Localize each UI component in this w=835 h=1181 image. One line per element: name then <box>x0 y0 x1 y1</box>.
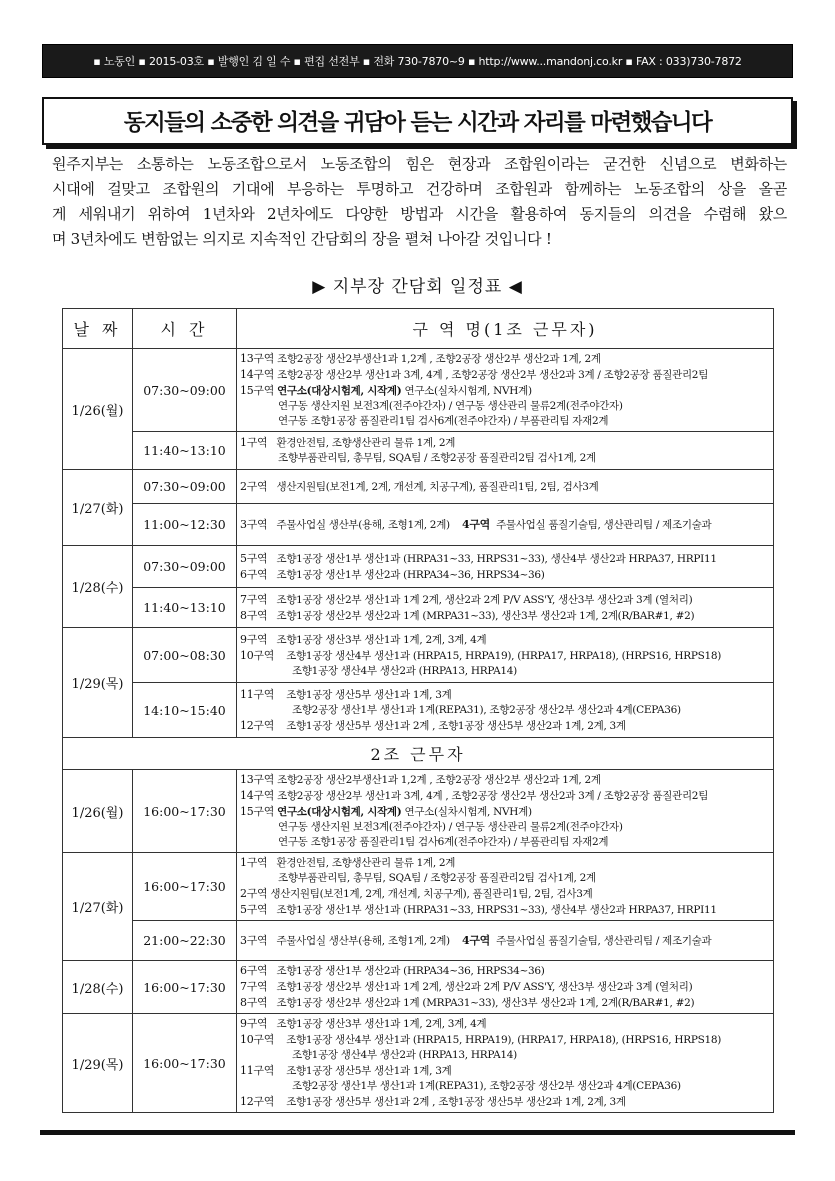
table-row <box>63 961 774 1014</box>
zone-cell <box>237 770 774 853</box>
footer-rule <box>40 1130 795 1135</box>
zone-desc: 조향1공장 생산5부 생산1과 1계, 3계 <box>286 688 452 701</box>
zone-desc: 조향1공장 생산4부 생산2과 (HRPA13, HRPA14) <box>292 664 517 677</box>
zone-number: 10구역 <box>240 1033 275 1046</box>
zone-cell <box>237 432 774 470</box>
zone-cell <box>237 504 774 546</box>
time-cell: 21:00~22:30 <box>133 921 237 961</box>
date-header: 날 짜 <box>63 309 133 349</box>
time-cell: 07:00~08:30 <box>133 628 237 683</box>
zone-desc: 조향1공장 생산5부 생산1과 2계 , 조향1공장 생산5부 생산2과 1계, 2계, 3계 <box>286 1096 626 1108</box>
time-cell: 16:00~17:30 <box>133 961 237 1014</box>
zone-number: 13구역 <box>240 773 275 786</box>
zone-desc: 조향1공장 생산4부 생산1과 (HRPA15, HRPA19), (HRPA17, HRPA18), (HRPS16, HRPS18) <box>286 649 722 662</box>
zone-desc: 조향1공장 생산1부 생산1과 (HRPA31~33, HRPS31~33), 생산4부 생산2과 HRPA37, HRPI11 <box>276 552 717 565</box>
table-row <box>63 504 774 546</box>
zone-desc: 조향2공장 생산1부 생산1과 1계(REPA31), 조향2공장 생산2부 생산2과 4계(CEPA36) <box>292 1080 681 1092</box>
zone-desc: 조향1공장 생산4부 생산2과 (HRPA13, HRPA14) <box>292 1049 517 1061</box>
zone-desc: 조향1공장 생산3부 생산1과 1계, 2계, 3계, 4계 <box>276 1018 487 1030</box>
zone-number: 3구역 <box>240 933 268 947</box>
table-row <box>63 683 774 738</box>
shift2-title: 2조 근무자 <box>63 738 774 770</box>
zone-number: 14구역 <box>240 789 275 802</box>
table-row <box>63 546 774 588</box>
zone-desc: 조향1공장 생산2부 생산1과 1계 2계, 생산2과 2계 P/V ASS'Y, 생산3부 생산2과 3계 (열처리) <box>276 593 693 606</box>
zone-number: 9구역 <box>240 632 268 646</box>
zone-number: 13구역 <box>240 352 275 365</box>
table-row <box>63 770 774 853</box>
zone-cell <box>237 921 774 961</box>
zone-desc: 조향2공장 생산2부 생산1과 3계, 4계 , 조향2공장 생산2부 생산2과 3계 / 조향2공장 품질관리2팀 <box>277 790 709 802</box>
zone-number: 15구역 <box>240 384 275 397</box>
table-row <box>63 470 774 504</box>
zone-number: 7구역 <box>240 592 268 606</box>
zone-desc-bold: 연구소(대상시험계, 시작계) <box>277 385 402 397</box>
zone-cell <box>237 470 774 504</box>
zone-header: 구 역 명(1조 근무자) <box>237 309 774 349</box>
intro-line: 게 세워내기 위하여 1년차와 2년차에도 다양한 방법과 시간을 활용하여 동지들의 의견을 수렴해 왔으 <box>52 205 787 223</box>
date-cell: 1/26(월) <box>63 349 133 470</box>
zone-number: 4구역 <box>461 933 490 947</box>
zone-number: 1구역 <box>240 856 268 869</box>
zone-desc: 환경안전팀, 조향생산관리 물류 1계, 2계 <box>276 437 456 449</box>
time-cell: 07:30~09:00 <box>133 470 237 504</box>
date-cell: 1/27(화) <box>63 853 133 961</box>
zone-number: 11구역 <box>240 1064 275 1077</box>
table-header-row <box>63 309 774 349</box>
zone-number: 14구역 <box>240 368 275 381</box>
zone-desc: 주물사업실 품질기술팀, 생산관리팀 / 제조기술과 <box>496 934 712 947</box>
zone-desc: 주물사업실 품질기술팀, 생산관리팀 / 제조기술과 <box>496 518 712 531</box>
zone-desc: 조향1공장 생산5부 생산1과 2계 , 조향1공장 생산5부 생산2과 1계, 2계, 3계 <box>286 719 626 732</box>
zone-desc: 조향1공장 생산5부 생산1과 1계, 3계 <box>286 1065 452 1077</box>
schedule-table <box>62 308 774 1113</box>
intro-line: 원주지부는 소통하는 노동조합으로서 노동조합의 힘은 현장과 조합원이라는 굳건한 신념으로 변화하는 <box>52 155 787 173</box>
zone-number: 6구역 <box>240 567 268 581</box>
zone-number: 8구역 <box>240 608 268 622</box>
table-row <box>63 853 774 921</box>
time-cell: 16:00~17:30 <box>133 853 237 921</box>
zone-desc: 조향2공장 생산2부 생산1과 3계, 4계 , 조향2공장 생산2부 생산2과 3계 / 조향2공장 품질관리2팀 <box>277 369 709 381</box>
zone-desc: 연구동 생산지원 보전3계(전주야간자) / 연구동 생산관리 물류2계(전주야간자) <box>278 400 623 412</box>
zone-number: 1구역 <box>240 436 268 449</box>
zone-number: 4구역 <box>461 517 490 531</box>
time-header: 시 간 <box>133 309 237 349</box>
table-row <box>63 628 774 683</box>
table-row <box>63 1014 774 1113</box>
date-cell: 1/29(목) <box>63 628 133 738</box>
zone-desc: 조향1공장 생산4부 생산1과 (HRPA15, HRPA19), (HRPA17, HRPA18), (HRPS16, HRPS18) <box>286 1034 722 1046</box>
zone-desc: 조향2공장 생산1부 생산1과 1계(REPA31), 조향2공장 생산2부 생산2과 4계(CEPA36) <box>292 703 681 716</box>
zone-number: 3구역 <box>240 517 268 531</box>
zone-desc: 조향1공장 생산2부 생산2과 1계 (MRPA31~33), 생산3부 생산2과 1계, 2계(R/BAR#1, #2) <box>276 997 695 1009</box>
time-cell: 07:30~09:00 <box>133 349 237 432</box>
time-cell: 16:00~17:30 <box>133 1014 237 1113</box>
zone-desc: 조향1공장 생산1부 생산2과 (HRPA34~36, HRPS34~36) <box>276 568 545 581</box>
zone-cell <box>237 1014 774 1113</box>
intro-line: 시대에 걸맞고 조합원의 기대에 부응하는 투명하고 건강하며 조합원과 함께하는 노동조합의 상을 올곧 <box>52 180 787 198</box>
zone-cell <box>237 349 774 432</box>
zone-desc: 조향1공장 생산3부 생산1과 1계, 2계, 3계, 4계 <box>276 633 487 646</box>
zone-cell <box>237 853 774 921</box>
table-row <box>63 588 774 628</box>
zone-desc: 주물사업실 생산부(용해, 조형1계, 2계) <box>276 518 450 531</box>
zone-desc: 연구동 생산지원 보전3계(전주야간자) / 연구동 생산관리 물류2계(전주야간자) <box>278 821 623 833</box>
date-cell: 1/26(월) <box>63 770 133 853</box>
masthead-text: ▪ 노동인 ▪ 2015-03호 ▪ 발행인 김 일 수 ▪ 편집 선전부 ▪ 전화 730-7870~9 ▪ http://www...mandonj.co.kr ▪ FAX : 033)730-7872 <box>93 55 742 68</box>
zone-desc: 주물사업실 생산부(용해, 조형1계, 2계) <box>276 934 450 947</box>
headline: 동지들의 소중한 의견을 귀담아 듣는 시간과 자리를 마련했습니다 <box>123 110 712 136</box>
zone-cell <box>237 961 774 1014</box>
zone-number: 5구역 <box>240 903 268 916</box>
time-cell: 11:40~13:10 <box>133 432 237 470</box>
headline-box <box>42 97 793 145</box>
zone-number: 10구역 <box>240 648 275 662</box>
zone-desc: 연구소(실차시험계, NVH계) <box>401 806 532 818</box>
time-cell: 11:40~13:10 <box>133 588 237 628</box>
date-cell: 1/28(수) <box>63 546 133 628</box>
zone-desc: 연구동 조향1공장 품질관리1팀 검사6계(전주야간자) / 부품관리팀 자재2계 <box>278 415 609 427</box>
zone-cell <box>237 546 774 588</box>
table-row <box>63 921 774 961</box>
zone-desc: 조향부품관리팀, 총무팀, SQA팀 / 조향2공장 품질관리2팀 검사1계, 2계 <box>278 872 596 884</box>
time-cell: 07:30~09:00 <box>133 546 237 588</box>
zone-desc: 환경안전팀, 조향생산관리 물류 1계, 2계 <box>276 857 456 869</box>
zone-number: 12구역 <box>240 718 275 732</box>
zone-desc: 생산지원팀(보전1계, 2계, 개선계, 치공구계), 품질관리1팀, 2팀, 검사3계 <box>270 888 593 900</box>
time-cell: 14:10~15:40 <box>133 683 237 738</box>
schedule-title: ▶ 지부장 간담회 일정표 ◀ <box>312 277 523 297</box>
time-cell: 16:00~17:30 <box>133 770 237 853</box>
table-row <box>63 349 774 432</box>
zone-desc: 조향2공장 생산2부생산1과 1,2계 , 조향2공장 생산2부 생산2과 1계, 2계 <box>277 353 601 365</box>
zone-number: 9구역 <box>240 1017 268 1030</box>
time-cell: 11:00~12:30 <box>133 504 237 546</box>
date-cell: 1/28(수) <box>63 961 133 1014</box>
date-cell: 1/27(화) <box>63 470 133 546</box>
zone-desc: 조향1공장 생산2부 생산1과 1계 2계, 생산2과 2계 P/V ASS'Y, 생산3부 생산2과 3계 (열처리) <box>276 981 693 993</box>
zone-number: 7구역 <box>240 980 268 993</box>
zone-cell <box>237 683 774 738</box>
zone-desc: 조향1공장 생산1부 생산1과 (HRPA31~33, HRPS31~33), 생산4부 생산2과 HRPA37, HRPI11 <box>276 904 717 916</box>
shift2-separator-row <box>63 738 774 770</box>
zone-cell <box>237 628 774 683</box>
zone-desc: 생산지원팀(보전1계, 2계, 개선계, 치공구계), 품질관리1팀, 2팀, 검사3계 <box>276 480 599 493</box>
intro-paragraph <box>52 152 787 252</box>
table-row <box>63 432 774 470</box>
zone-number: 11구역 <box>240 687 275 701</box>
intro-line: 며 3년차에도 변함없는 의지로 지속적인 간담회의 장을 펼쳐 나아갈 것입니다 ! <box>52 230 552 248</box>
zone-desc: 조향1공장 생산2부 생산2과 1계 (MRPA31~33), 생산3부 생산2과 1계, 2계(R/BAR#1, #2) <box>276 609 695 622</box>
zone-cell <box>237 588 774 628</box>
zone-desc: 조향2공장 생산2부생산1과 1,2계 , 조향2공장 생산2부 생산2과 1계, 2계 <box>277 774 601 786</box>
zone-desc-bold: 연구소(대상시험계, 시작계) <box>277 806 402 818</box>
zone-desc: 조향부품관리팀, 총무팀, SQA팀 / 조향2공장 품질관리2팀 검사1계, 2계 <box>278 452 596 464</box>
zone-number: 5구역 <box>240 551 268 565</box>
zone-number: 6구역 <box>240 964 268 977</box>
zone-desc: 연구동 조향1공장 품질관리1팀 검사6계(전주야간자) / 부품관리팀 자재2계 <box>278 836 609 848</box>
zone-number: 2구역 <box>240 479 268 493</box>
masthead-bar <box>42 44 793 78</box>
zone-desc: 조향1공장 생산1부 생산2과 (HRPA34~36, HRPS34~36) <box>276 965 545 977</box>
zone-desc: 연구소(실차시험계, NVH계) <box>401 385 532 397</box>
zone-number: 8구역 <box>240 996 268 1009</box>
zone-number: 15구역 <box>240 805 275 818</box>
zone-number: 2구역 <box>240 887 268 900</box>
zone-number: 12구역 <box>240 1095 275 1108</box>
date-cell: 1/29(목) <box>63 1014 133 1113</box>
